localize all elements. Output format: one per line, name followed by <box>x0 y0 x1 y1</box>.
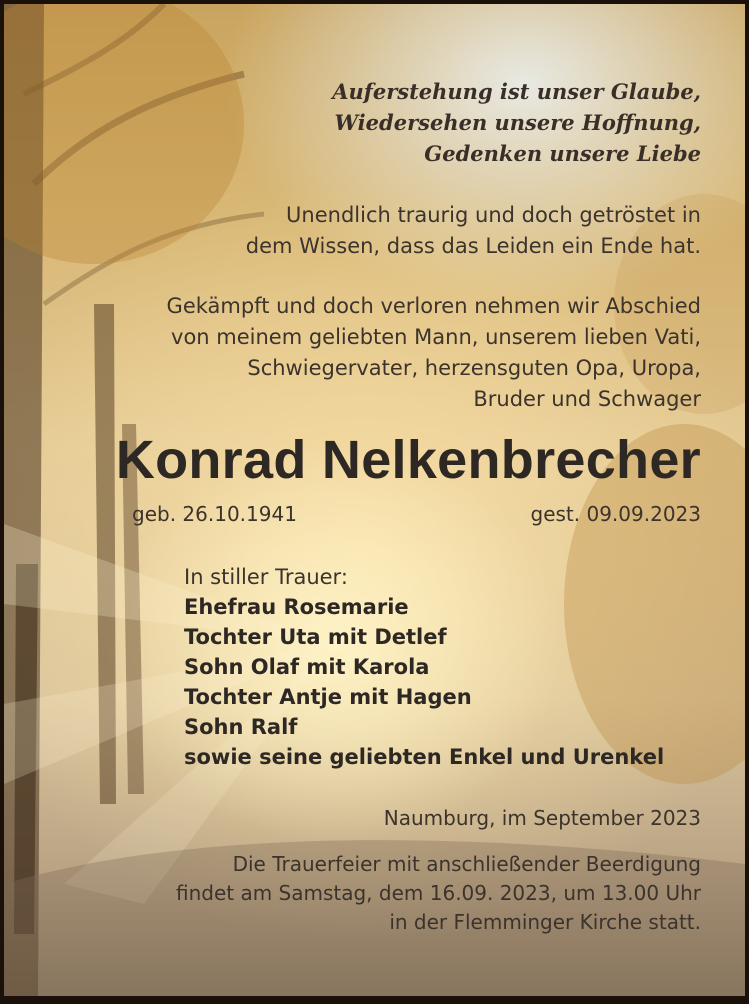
birth-date: geb. 26.10.1941 <box>132 502 297 526</box>
mourner-name: Tochter Uta mit Detlef <box>184 625 447 649</box>
verse-line: Unendlich traurig und doch getröstet in <box>286 203 701 227</box>
farewell-line: von meinem geliebten Mann, unserem lieben Vati, <box>171 325 701 349</box>
mourner-name: Tochter Antje mit Hagen <box>184 685 472 709</box>
mourner-name: Sohn Olaf mit Karola <box>184 655 430 679</box>
service-info-line: findet am Samstag, dem 16.09. 2023, um 13.00 Uhr <box>175 881 701 905</box>
motto-line: Auferstehung ist unser Glaube, <box>332 79 701 104</box>
deceased-name: Konrad Nelkenbrecher <box>115 430 701 490</box>
verse-line: dem Wissen, dass das Leiden ein Ende hat. <box>245 234 701 258</box>
mourners-heading: In stiller Trauer: <box>184 565 348 589</box>
farewell-line: Gekämpft und doch verloren nehmen wir Abschied <box>166 294 701 318</box>
mourner-name: sowie seine geliebten Enkel und Urenkel <box>184 745 665 769</box>
mourner-name: Ehefrau Rosemarie <box>184 595 409 619</box>
farewell-line: Schwiegervater, herzensguten Opa, Uropa, <box>247 356 701 380</box>
motto-line: Gedenken unsere Liebe <box>424 141 701 166</box>
death-date: gest. 09.09.2023 <box>530 502 701 526</box>
farewell-line: Bruder und Schwager <box>473 387 701 411</box>
obituary-notice <box>4 4 745 996</box>
place-and-date: Naumburg, im September 2023 <box>383 806 701 830</box>
mourner-name: Sohn Ralf <box>184 715 298 739</box>
service-info-line: in der Flemminger Kirche statt. <box>389 910 701 934</box>
service-info-line: Die Trauerfeier mit anschließender Beerdigung <box>232 852 701 876</box>
motto-line: Wiedersehen unsere Hoffnung, <box>334 110 701 135</box>
